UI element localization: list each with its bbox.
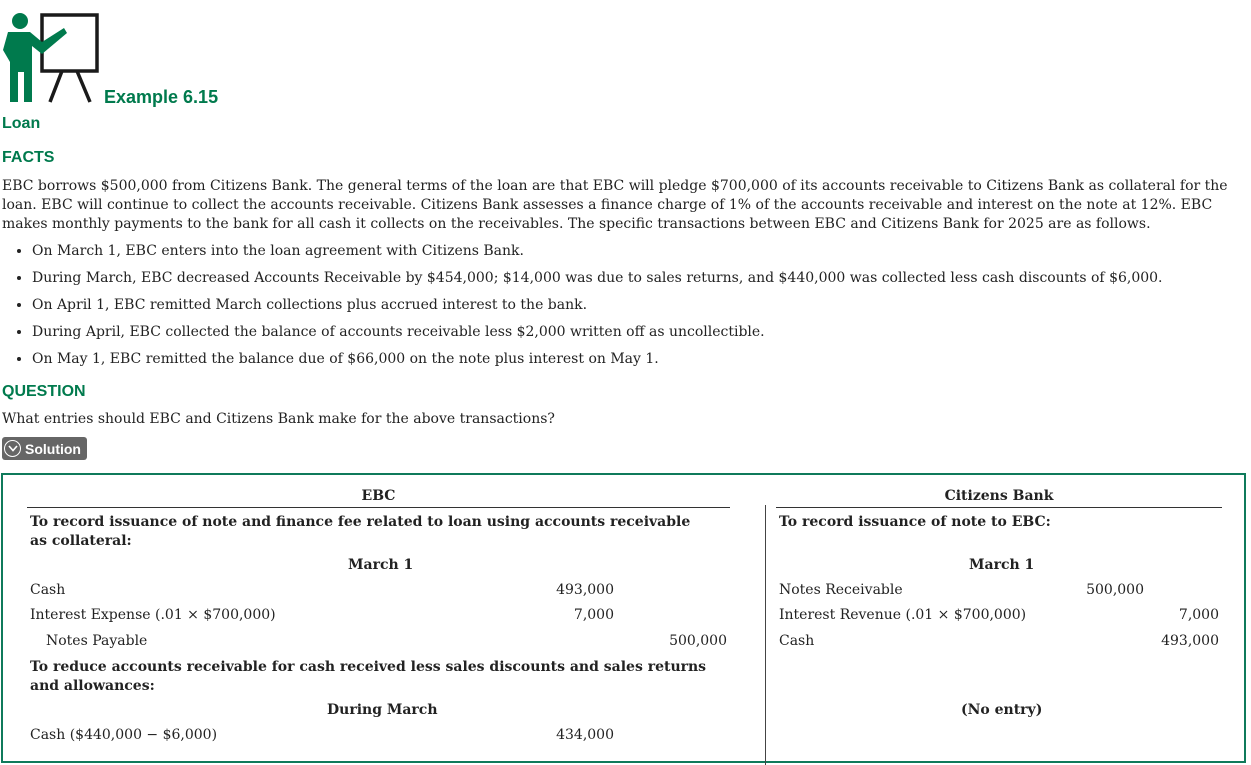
bank-entry-date: March 1 xyxy=(969,557,1035,573)
facts-heading: FACTS xyxy=(2,149,55,166)
ebc-entry-date: During March xyxy=(327,702,438,718)
bank-account: Cash xyxy=(779,633,815,649)
bank-column-header: Citizens Bank xyxy=(944,488,1054,504)
ebc-debit: 493,000 xyxy=(556,582,614,598)
ebc-column-header: EBC xyxy=(361,488,396,504)
ebc-account: Cash xyxy=(30,582,66,598)
solution-button-label: Solution xyxy=(25,440,81,457)
bank-header-rule xyxy=(776,507,1222,508)
list-item: • On May 1, EBC remitted the balance due of $66,000 on the note plus interest on May 1. xyxy=(32,350,1232,377)
example-subtitle: Loan xyxy=(2,115,41,132)
ebc-account: Notes Payable xyxy=(46,633,148,649)
bank-account: Notes Receivable xyxy=(779,582,903,598)
solution-panel xyxy=(1,473,1246,763)
list-item: • On March 1, EBC enters into the loan agreement with Citizens Bank. xyxy=(32,242,1232,269)
bank-no-entry: (No entry) xyxy=(961,702,1043,718)
bank-debit: 500,000 xyxy=(1086,582,1144,598)
ebc-entry-date: March 1 xyxy=(348,557,414,573)
bank-credit: 493,000 xyxy=(1161,633,1219,649)
example-header xyxy=(0,0,260,110)
question-heading: QUESTION xyxy=(2,383,86,400)
ebc-account: Interest Expense (.01 × $700,000) xyxy=(30,607,276,623)
facts-list xyxy=(14,242,1232,377)
list-item: • On April 1, EBC remitted March collections plus accrued interest to the bank. xyxy=(32,296,1232,323)
ebc-debit: 7,000 xyxy=(573,607,614,623)
question-text: What entries should EBC and Citizens Bank make for the above transactions? xyxy=(2,411,555,427)
bank-credit: 7,000 xyxy=(1178,607,1219,623)
bank-entry-description: To record issuance of note to EBC: xyxy=(779,514,1051,530)
bank-account: Interest Revenue (.01 × $700,000) xyxy=(779,607,1027,623)
column-divider xyxy=(765,505,766,765)
ebc-account: Cash ($440,000 − $6,000) xyxy=(30,727,218,743)
facts-paragraph: EBC borrows $500,000 from Citizens Bank. The general terms of the loan are that EBC will pledge $700,000 of its accounts receivable to Citizens Bank as collateral for the loan. EBC will continue to collect the accounts receivable. Citizens Bank assesses a finance charge of 1% of the accounts receivable and interest on the note at 12%. EBC makes monthly payments to the bank for all cash it collects on the receivables. The specific transactions between EBC and Citizens Bank for 2025 are as follows. xyxy=(2,178,1228,232)
list-item: • During March, EBC decreased Accounts Receivable by $454,000; $14,000 was due to sales returns, and $440,000 was collected less cash discounts of $6,000. xyxy=(32,269,1232,296)
ebc-credit: 500,000 xyxy=(669,633,727,649)
ebc-entry-description: To record issuance of note and finance fee related to loan using accounts receivable as collateral: xyxy=(30,514,691,549)
chevron-down-circle-icon xyxy=(4,440,21,457)
ebc-debit: 434,000 xyxy=(556,727,614,743)
ebc-entry-description: To reduce accounts receivable for cash received less sales discounts and sales returns and allowances: xyxy=(30,659,707,694)
example-title: Example 6.15 xyxy=(104,87,219,107)
solution-toggle-button[interactable] xyxy=(2,437,87,460)
teacher-presentation-icon xyxy=(0,0,104,106)
ebc-header-rule xyxy=(27,507,730,508)
list-item: • During April, EBC collected the balance of accounts receivable less $2,000 written off as uncollectible. xyxy=(32,323,1232,350)
